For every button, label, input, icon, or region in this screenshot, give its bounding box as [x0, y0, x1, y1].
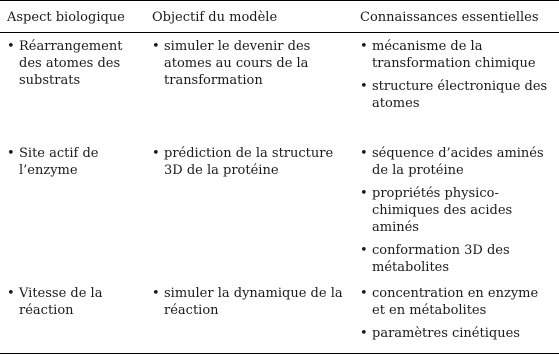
row-1-connaissances — [360, 38, 554, 112]
list-item — [360, 285, 554, 319]
header-objectif: Objectif du modèle — [152, 10, 278, 25]
row-1-aspect — [7, 38, 125, 89]
list-item — [360, 242, 554, 276]
list-item — [360, 78, 554, 112]
list-item — [152, 38, 346, 89]
item-text: simuler le devenir des atomes au cours de la transformation — [164, 39, 311, 88]
list-item — [7, 285, 125, 319]
bullet: • — [360, 146, 368, 161]
bullet: • — [360, 286, 368, 301]
header-connaissances: Connaissances essentielles — [360, 10, 539, 25]
row-3-connaissances — [360, 285, 554, 342]
row-2-aspect — [7, 145, 125, 179]
bullet: • — [360, 186, 368, 201]
item-text: prédiction de la structure 3D de la protéine — [164, 146, 334, 178]
item-text: Réarrangement des atomes des substrats — [19, 39, 123, 88]
list-item — [152, 145, 346, 179]
header-aspect: Aspect biologique — [7, 10, 125, 25]
bullet: • — [360, 326, 368, 341]
item-text: mécanisme de la transformation chimique — [372, 39, 536, 71]
list-item — [360, 325, 554, 342]
list-item — [7, 145, 125, 179]
header-rule — [0, 32, 559, 33]
item-text: propriétés physico-chimiques des acides aminés — [372, 186, 513, 235]
list-item — [152, 285, 346, 319]
top-rule — [0, 0, 559, 1]
bullet: • — [7, 146, 15, 161]
item-text: Site actif de l’enzyme — [19, 146, 99, 178]
item-text: séquence d’acides aminés de la protéine — [372, 146, 544, 178]
bullet: • — [152, 39, 160, 54]
bullet: • — [360, 243, 368, 258]
list-item — [360, 145, 554, 179]
item-text: structure électronique des atomes — [372, 79, 548, 111]
bullet: • — [152, 146, 160, 161]
bullet: • — [7, 286, 15, 301]
item-text: simuler la dynamique de la réaction — [164, 286, 343, 318]
item-text: paramètres cinétiques — [372, 326, 520, 341]
list-item — [360, 185, 554, 236]
list-item — [7, 38, 125, 89]
bottom-rule — [0, 353, 559, 354]
item-text: concentration en enzyme et en métabolites — [372, 286, 539, 318]
bullet: • — [152, 286, 160, 301]
list-item — [360, 38, 554, 72]
row-1-objectif — [152, 38, 346, 89]
row-2-objectif — [152, 145, 346, 179]
item-text: Vitesse de la réaction — [19, 286, 103, 318]
row-3-objectif — [152, 285, 346, 319]
item-text: conformation 3D des métabolites — [372, 243, 510, 275]
row-2-connaissances — [360, 145, 554, 276]
row-3-aspect — [7, 285, 125, 319]
bullet: • — [360, 79, 368, 94]
bullet: • — [360, 39, 368, 54]
bullet: • — [7, 39, 15, 54]
